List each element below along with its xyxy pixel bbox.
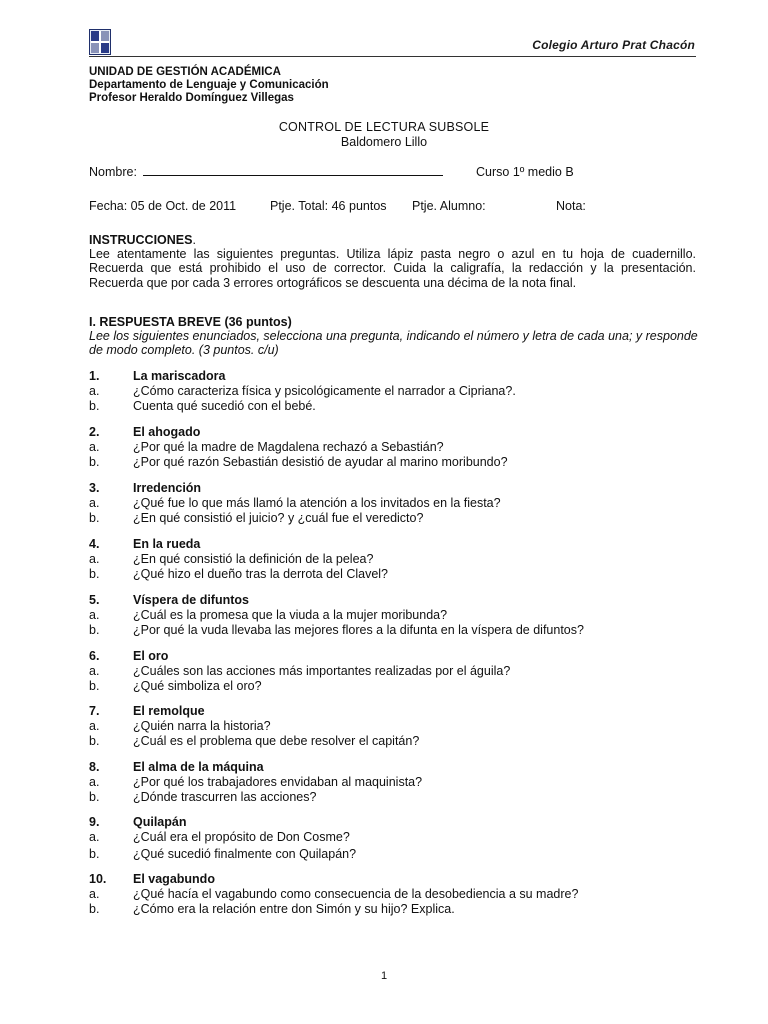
option-letter-a: a. [89, 887, 100, 901]
question-number: 1. [89, 369, 100, 383]
section-subtitle: Lee los siguientes enunciados, selecciona una pregunta, indicando el número y letra de cada una; y responde de modo completo. (3 puntos. c/u) [89, 329, 698, 358]
question-title: El alma de la máquina [133, 760, 264, 774]
question-option-a: ¿Cuál era el propósito de Don Cosme? [133, 830, 350, 844]
question-number: 5. [89, 593, 100, 607]
question-option-a: ¿Quién narra la historia? [133, 719, 271, 733]
question-title: La mariscadora [133, 369, 226, 383]
date-label: Fecha: 05 de Oct. de 2011 [89, 199, 237, 213]
option-letter-b: b. [89, 511, 100, 525]
option-letter-a: a. [89, 552, 100, 566]
option-letter-a: a. [89, 719, 100, 733]
option-letter-a: a. [89, 775, 100, 789]
question-option-a: ¿Cuál es la promesa que la viuda a la mujer moribunda? [133, 608, 448, 622]
option-letter-a: a. [89, 440, 100, 454]
question-number: 9. [89, 815, 100, 829]
question-option-a: ¿En qué consistió la definición de la pelea? [133, 552, 374, 566]
question-option-b: ¿Cuál es el problema que debe resolver el capitán? [133, 734, 420, 748]
option-letter-b: b. [89, 399, 100, 413]
question-option-b: ¿Qué sucedió finalmente con Quilapán? [133, 847, 357, 861]
school-crest-icon [89, 29, 111, 55]
question-title: El vagabundo [133, 872, 215, 886]
instructions-text: Lee atentamente las siguientes preguntas. Utiliza lápiz pasta negro o azul en tu hoja de cuadernillo. Recuerda que está prohibido el uso de corrector. Cuida la caligrafía, la redacción y la presentación. Recuerda que por cada 3 errores ortográficos se descuenta una décima de la nota final. [89, 247, 696, 290]
question-number: 6. [89, 649, 100, 663]
option-letter-a: a. [89, 608, 100, 622]
question-option-b: ¿Por qué razón Sebastián desistió de ayudar al marino moribundo? [133, 455, 508, 469]
document-title: CONTROL DE LECTURA SUBSOLE [278, 120, 490, 134]
question-title: Víspera de difuntos [133, 593, 249, 607]
option-letter-a: a. [89, 830, 100, 844]
question-number: 3. [89, 481, 100, 495]
question-option-b: ¿Cómo era la relación entre don Simón y su hijo? Explica. [133, 902, 455, 916]
question-option-b: ¿En qué consistió el juicio? y ¿cuál fue el veredicto? [133, 511, 424, 525]
teacher-line: Profesor Heraldo Domínguez Villegas [89, 92, 294, 104]
question-number: 8. [89, 760, 100, 774]
school-name: Colegio Arturo Prat Chacón [532, 38, 695, 52]
question-option-a: ¿Por qué la madre de Magdalena rechazó a Sebastián? [133, 440, 444, 454]
option-letter-b: b. [89, 455, 100, 469]
option-letter-a: a. [89, 496, 100, 510]
question-title: El oro [133, 649, 169, 663]
title-block [0, 120, 768, 150]
question-option-b: Cuenta qué sucedió con el bebé. [133, 399, 316, 413]
question-number: 4. [89, 537, 100, 551]
option-letter-b: b. [89, 567, 100, 581]
header-divider [89, 56, 696, 57]
option-letter-b: b. [89, 623, 100, 637]
course-label: Curso 1º medio B [476, 165, 574, 179]
question-option-b: ¿Qué simboliza el oro? [133, 679, 262, 693]
question-title: El remolque [133, 704, 205, 718]
question-option-a: ¿Qué hacía el vagabundo como consecuencia de la desobediencia a su madre? [133, 887, 579, 901]
document-author: Baldomero Lillo [340, 135, 428, 149]
instructions-title: INSTRUCCIONES [89, 233, 193, 247]
option-letter-b: b. [89, 734, 100, 748]
question-option-a: ¿Qué fue lo que más llamó la atención a los invitados en la fiesta? [133, 496, 501, 510]
question-number: 7. [89, 704, 100, 718]
question-title: Quilapán [133, 815, 187, 829]
question-option-b: ¿Qué hizo el dueño tras la derrota del Clavel? [133, 567, 389, 581]
unit-block [89, 66, 329, 105]
name-row [89, 165, 443, 179]
question-option-b: ¿Por qué la vuda llevaba las mejores flores a la difunta en la víspera de difuntos? [133, 623, 584, 637]
question-title: Irredención [133, 481, 202, 495]
question-number: 2. [89, 425, 100, 439]
question-title: En la rueda [133, 537, 201, 551]
instructions-heading: INSTRUCCIONES. [89, 233, 196, 247]
department-line: Departamento de Lenguaje y Comunicación [89, 79, 329, 91]
option-letter-b: b. [89, 679, 100, 693]
total-score-label: Ptje. Total: 46 puntos [270, 199, 387, 213]
name-blank-line [143, 165, 443, 176]
option-letter-b: b. [89, 902, 100, 916]
page-number: 1 [380, 970, 388, 982]
option-letter-b: b. [89, 847, 100, 861]
option-letter-a: a. [89, 664, 100, 678]
question-title: El ahogado [133, 425, 201, 439]
section-title: I. RESPUESTA BREVE (36 puntos) [89, 315, 292, 329]
grade-label: Nota: [556, 199, 586, 213]
question-option-b: ¿Dónde trascurren las acciones? [133, 790, 317, 804]
option-letter-b: b. [89, 790, 100, 804]
unit-line: UNIDAD DE GESTIÓN ACADÉMICA [89, 66, 281, 78]
question-option-a: ¿Por qué los trabajadores envidaban al maquinista? [133, 775, 423, 789]
question-option-a: ¿Cómo caracteriza física y psicológicamente el narrador a Cipriana?. [133, 384, 516, 398]
question-number: 10. [89, 872, 107, 886]
option-letter-a: a. [89, 384, 100, 398]
student-score-label: Ptje. Alumno: [412, 199, 486, 213]
name-label: Nombre: [89, 165, 137, 179]
question-option-a: ¿Cuáles son las acciones más importantes realizadas por el águila? [133, 664, 511, 678]
